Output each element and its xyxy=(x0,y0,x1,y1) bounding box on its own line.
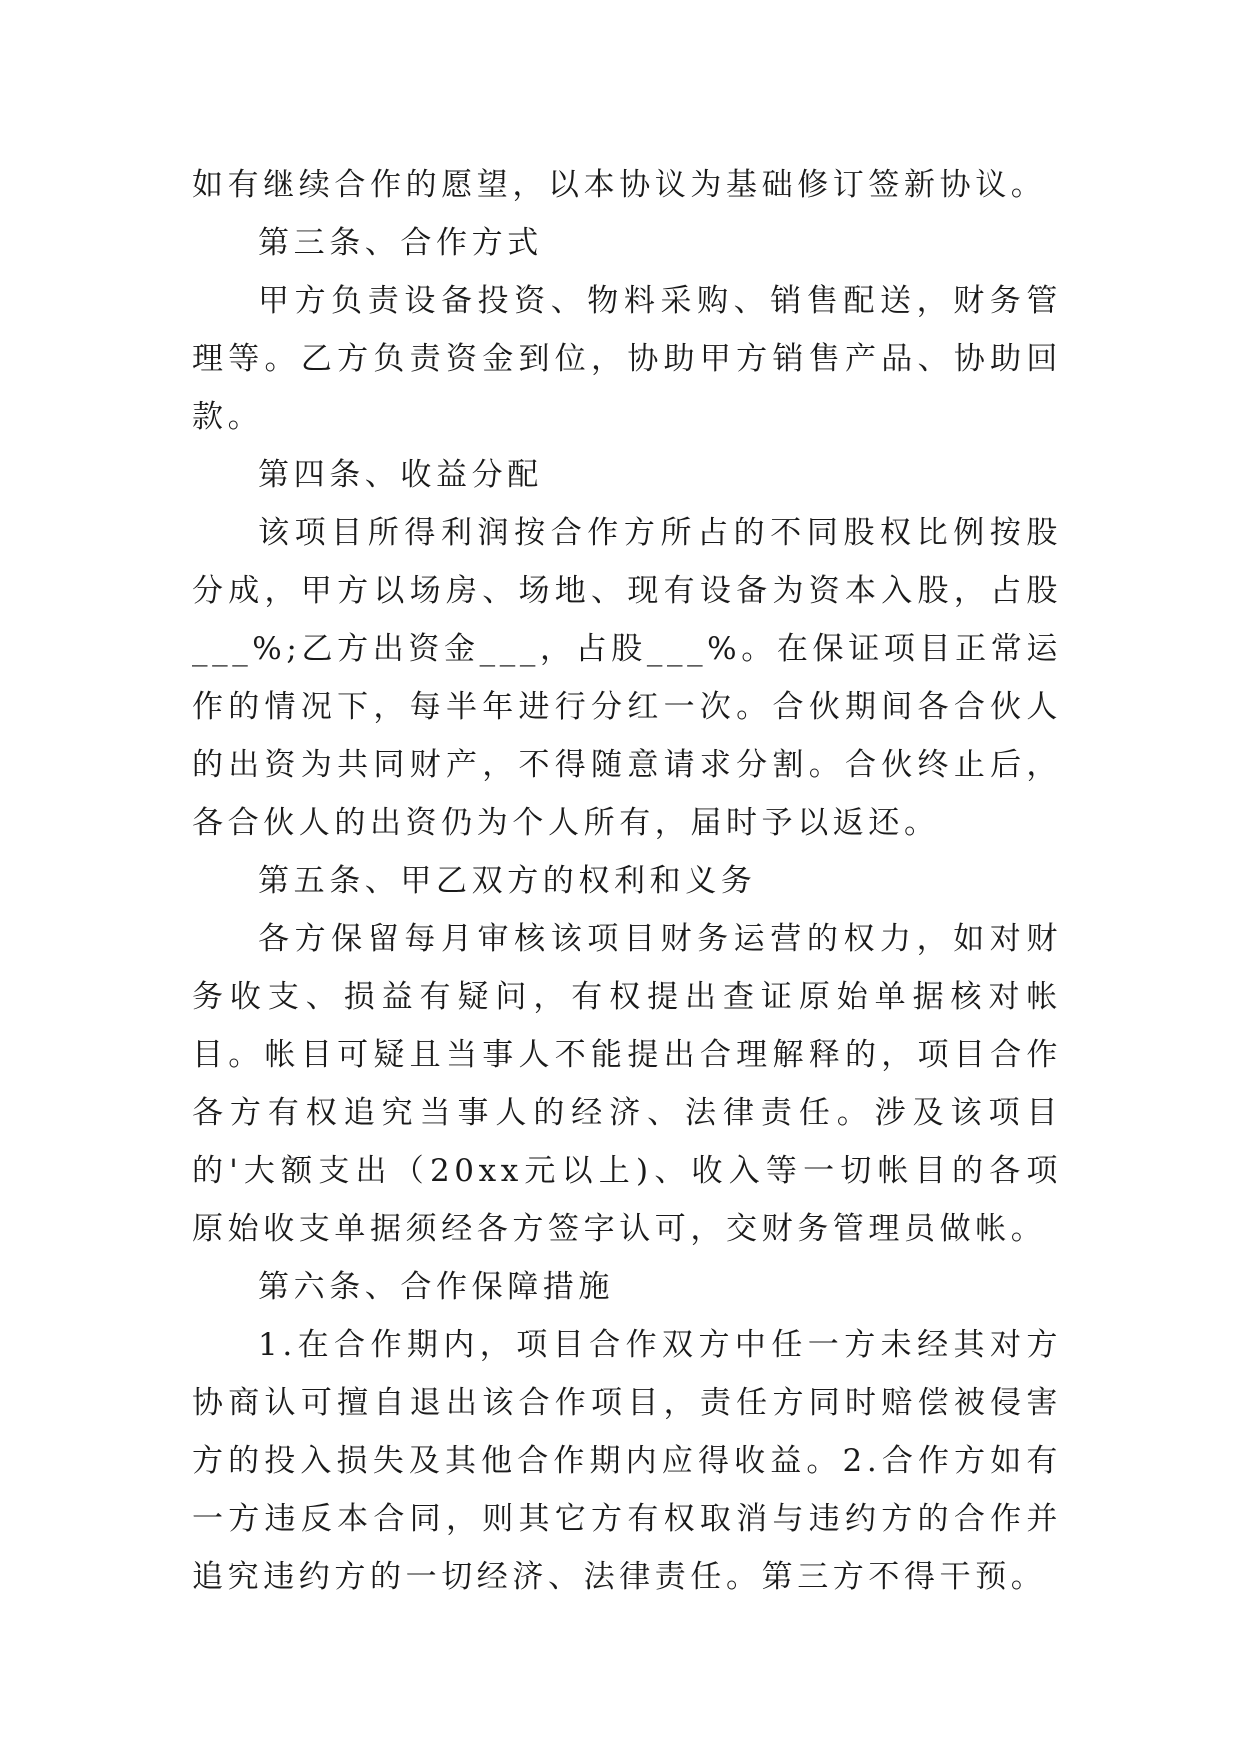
article-3-heading: 第三条、合作方式 xyxy=(258,225,543,261)
article-5-body: 各方保留每月审核该项目财务运营的权力，如对财务收支、损益有疑问，有权提出查证原始单据核对帐目。帐目可疑且当事人不能提出合理解释的，项目合作各方有权追究当事人的经济、法律责任。涉及该项目的'大额支出（20xx元以上)、收入等一切帐目的各项原始收支单据须经各方签字认可，交财务管理员做帐。 xyxy=(192,921,1062,1247)
document-body xyxy=(192,156,1062,1606)
paragraph-continuation: 如有继续合作的愿望，以本协议为基础修订签新协议。 xyxy=(192,167,1047,203)
article-4-body: 该项目所得利润按合作方所占的不同股权比例按股分成，甲方以场房、场地、现有设备为资本入股，占股___%;乙方出资金___，占股___%。在保证项目正常运作的情况下，每半年进行分红一次。合伙期间各合伙人的出资为共同财产，不得随意请求分割。合伙终止后，各合伙人的出资仍为个人所有，届时予以返还。 xyxy=(192,515,1062,841)
article-4-heading: 第四条、收益分配 xyxy=(258,457,543,493)
article-6-heading: 第六条、合作保障措施 xyxy=(258,1269,614,1305)
article-3-body: 甲方负责设备投资、物料采购、销售配送，财务管理等。乙方负责资金到位，协助甲方销售产品、协助回款。 xyxy=(192,283,1062,435)
article-5-heading: 第五条、甲乙双方的权利和义务 xyxy=(258,863,757,899)
article-6-body: 1.在合作期内，项目合作双方中任一方未经其对方协商认可擅自退出该合作项目，责任方同时赔偿被侵害方的投入损失及其他合作期内应得收益。2.合作方如有一方违反本合同，则其它方有权取消与违约方的合作并追究违约方的一切经济、法律责任。第三方不得干预。 xyxy=(192,1327,1062,1595)
